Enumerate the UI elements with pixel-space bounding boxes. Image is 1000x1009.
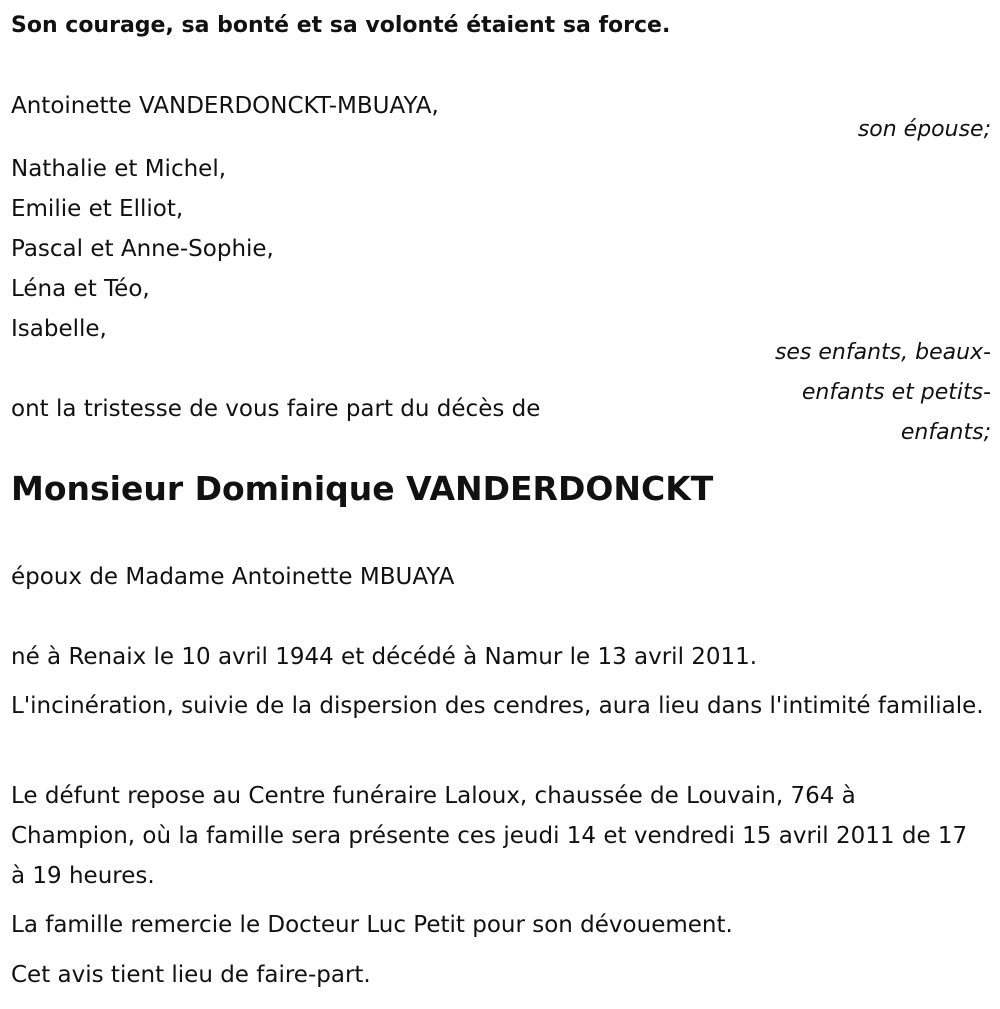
thanks-paragraph: La famille remercie le Docteur Luc Petit pour son dévouement. — [11, 912, 733, 938]
motto: Son courage, sa bonté et sa volonté étaient sa force. — [11, 13, 671, 38]
children-role-line: ses enfants, beaux- — [774, 340, 991, 365]
child-line: Léna et Téo, — [11, 276, 150, 302]
spouse-role: son épouse; — [857, 117, 991, 142]
children-role-line: enfants et petits- — [801, 380, 991, 405]
cremation-paragraph: L'incinération, suivie de la dispersion des cendres, aura lieu dans l'intimité familiale. — [11, 693, 984, 719]
child-line: Pascal et Anne-Sophie, — [11, 236, 274, 262]
visitation-paragraph: Le défunt repose au Centre funéraire Laloux, chaussée de Louvain, 764 à Champion, où la famille sera présente ces jeudi 14 et vendredi 15 avril 2011 de 17 à 19 heures. — [11, 783, 968, 889]
obituary-notice — [11, 0, 991, 1009]
children-role-line: enfants; — [900, 420, 991, 445]
child-line: Isabelle, — [11, 316, 107, 342]
birth-death-paragraph: né à Renaix le 10 avril 1944 et décédé à Namur le 13 avril 2011. — [11, 644, 758, 670]
spouse-name: Antoinette VANDERDONCKT-MBUAYA, — [11, 93, 439, 119]
announcement: ont la tristesse de vous faire part du décès de — [11, 396, 541, 422]
deceased-name: Monsieur Dominique VANDERDONCKT — [11, 469, 714, 508]
child-line: Emilie et Elliot, — [11, 196, 184, 222]
notice-paragraph: Cet avis tient lieu de faire-part. — [11, 962, 371, 988]
child-line: Nathalie et Michel, — [11, 156, 227, 182]
spouse-of: époux de Madame Antoinette MBUAYA — [11, 564, 455, 590]
